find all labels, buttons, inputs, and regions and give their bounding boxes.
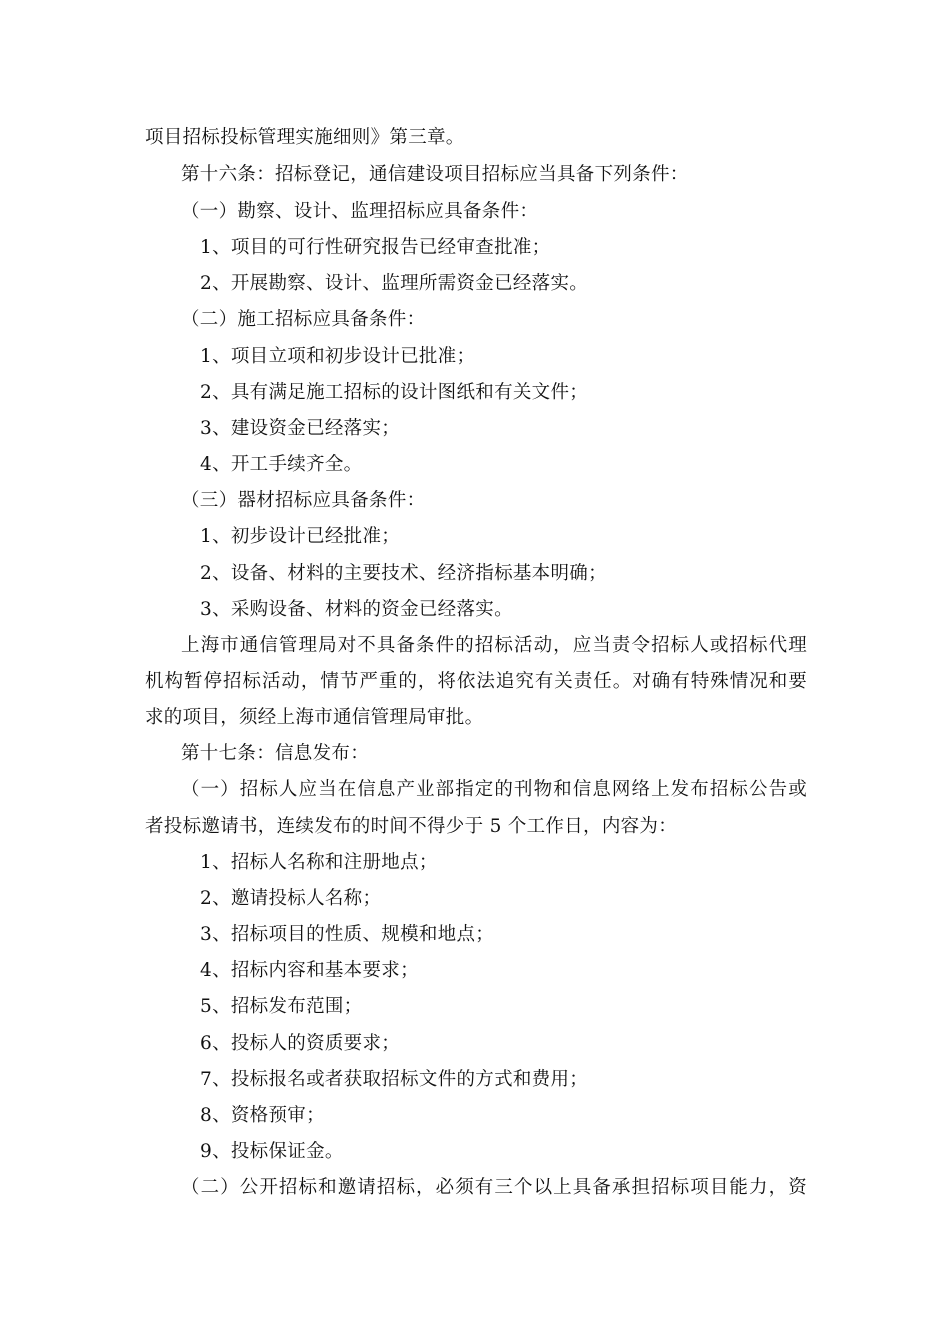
list-item: 1、招标人名称和注册地点； bbox=[200, 852, 438, 873]
list-item: 2、具有满足施工招标的设计图纸和有关文件； bbox=[200, 382, 589, 403]
paragraph-line: 上海市通信管理局对不具备条件的招标活动，应当责令招标人或招标代理 bbox=[181, 635, 807, 656]
list-item: 4、招标内容和基本要求； bbox=[200, 960, 419, 981]
list-item: 9、投标保证金。 bbox=[200, 1141, 344, 1162]
list-item: 2、设备、材料的主要技术、经济指标基本明确； bbox=[200, 563, 607, 584]
list-item: 1、初步设计已经批准； bbox=[200, 526, 401, 547]
list-item: 8、资格预审； bbox=[200, 1105, 325, 1126]
list-item: 3、采购设备、材料的资金已经落实。 bbox=[200, 599, 513, 620]
section-heading: （三）器材招标应具备条件： bbox=[181, 490, 426, 511]
paragraph-line: （一）招标人应当在信息产业部指定的刊物和信息网络上发布招标公告或 bbox=[181, 779, 807, 800]
list-item: 2、邀请投标人名称； bbox=[200, 888, 382, 909]
article-heading: 第十七条：信息发布： bbox=[181, 743, 370, 764]
list-item: 6、投标人的资质要求； bbox=[200, 1033, 401, 1054]
list-item: 5、招标发布范围； bbox=[200, 996, 363, 1017]
paragraph-line: 者投标邀请书，连续发布的时间不得少于 5 个工作日，内容为： bbox=[145, 816, 678, 837]
list-item: 7、投标报名或者获取招标文件的方式和费用； bbox=[200, 1069, 589, 1090]
list-item: 1、项目立项和初步设计已批准； bbox=[200, 346, 476, 367]
paragraph-line: 机构暂停招标活动，情节严重的，将依法追究有关责任。对确有特殊情况和要 bbox=[145, 671, 807, 692]
article-heading: 第十六条：招标登记，通信建设项目招标应当具备下列条件： bbox=[181, 164, 689, 185]
list-item: 3、建设资金已经落实； bbox=[200, 418, 401, 439]
section-heading: （二）施工招标应具备条件： bbox=[181, 309, 426, 330]
paragraph-line: 求的项目，须经上海市通信管理局审批。 bbox=[145, 707, 484, 728]
list-item: 4、开工手续齐全。 bbox=[200, 454, 363, 475]
text-line: 项目招标投标管理实施细则》第三章。 bbox=[145, 127, 465, 148]
paragraph-line: （二）公开招标和邀请招标，必须有三个以上具备承担招标项目能力，资 bbox=[181, 1177, 807, 1198]
section-heading: （一）勘察、设计、监理招标应具备条件： bbox=[181, 201, 539, 222]
list-item: 1、项目的可行性研究报告已经审查批准； bbox=[200, 237, 551, 258]
list-item: 2、开展勘察、设计、监理所需资金已经落实。 bbox=[200, 273, 589, 294]
list-item: 3、招标项目的性质、规模和地点； bbox=[200, 924, 495, 945]
